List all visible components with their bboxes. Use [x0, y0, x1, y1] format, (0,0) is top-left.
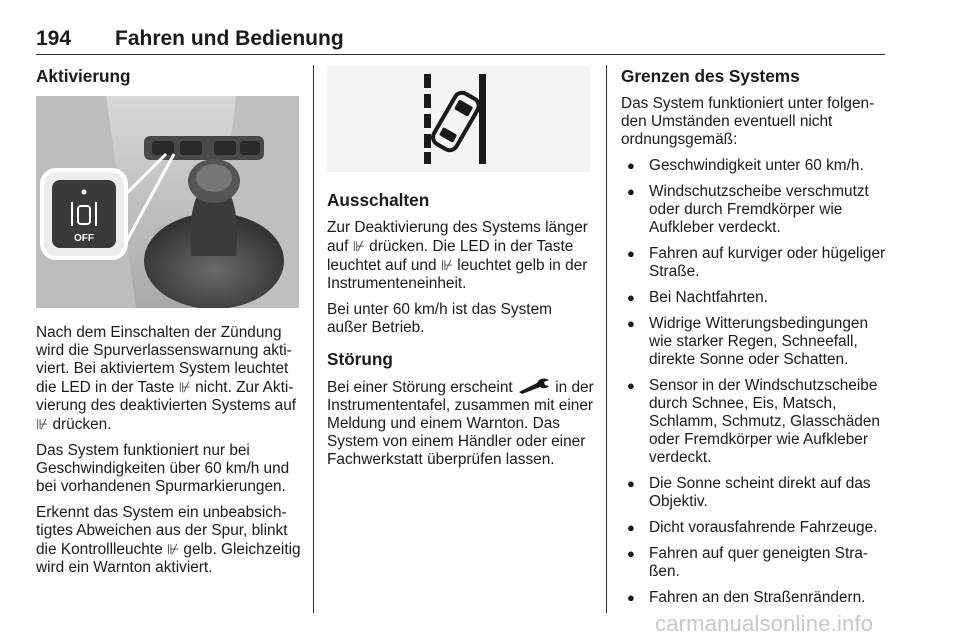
right-intro: Das System funktioniert unter folgenden Umständen eventuell nicht ordnungsgemäß: [621, 95, 875, 148]
middle-paragraph-3: Bei einer Störung erscheint in der Instrumententafel, zusammen mit einer Meldung und einem Warnton. Das System von einem Händler oder einer Fachwerkstatt überprüfen lassen. [327, 379, 594, 468]
list-item: ● Fahren auf quer geneigten Straßen. [621, 545, 889, 581]
left-text [36, 324, 304, 585]
lane-departure-icon: ⊮ [178, 379, 191, 395]
list-item: ● Windschutzscheibe verschmutzt oder durch Fremdkörper wie Aufkleber verdeckt. [621, 183, 889, 237]
left-paragraph-2: Das System funktioniert nur bei Geschwindigkeiten über 60 km/h und bei vorhandenen Spurmarkierungen. [36, 442, 290, 495]
list-item: ● Bei Nachtfahrten. [621, 289, 889, 307]
middle-paragraph-2: Bei unter 60 km/h ist das System außer Betrieb. [327, 301, 552, 336]
off-label: OFF [74, 233, 94, 244]
lane-departure-icon: ⊮ [440, 257, 454, 273]
console-illustration [36, 96, 299, 308]
chapter-title: Fahren und Bedienung [115, 27, 344, 50]
right-column [621, 66, 889, 615]
list-item: ● Dicht vorausfahrende Fahrzeuge. [621, 519, 889, 537]
list-item: ● Die Sonne scheint direkt auf das Objektiv. [621, 475, 889, 511]
heading-aktivierung: Aktivierung [36, 66, 131, 86]
console-photo [36, 96, 299, 308]
list-item: ● Fahren an den Straßenrändern. [621, 589, 889, 607]
left-column [36, 66, 304, 95]
middle-text [327, 190, 595, 477]
column-divider-right [606, 65, 607, 613]
lane-departure-icon: ⊮ [352, 238, 365, 254]
heading-ausschalten: Ausschalten [327, 190, 430, 210]
watermark: carmanualsonline.info [655, 611, 874, 636]
lane-departure-warning-icon: ⊮ [166, 541, 180, 557]
limitations-list [621, 157, 889, 607]
page-header [36, 26, 885, 55]
list-item: ● Sensor in der Windschutzscheibe durch Schnee, Eis, Matsch, Schlamm, Schmutz, Glasschäden oder Fremdkörper wie Aufkleber verdeckt. [621, 377, 889, 467]
heading-grenzen: Grenzen des Systems [621, 66, 800, 86]
list-item: ● Widrige Witterungsbedingungen wie starker Regen, Schneefall, direkte Sonne oder Schatten. [621, 315, 889, 369]
list-item: ● Geschwindigkeit unter 60 km/h. [621, 157, 889, 175]
heading-stoerung: Störung [327, 349, 393, 369]
page-number: 194 [36, 27, 72, 50]
lane-symbol-figure [327, 66, 590, 172]
lane-departure-icon: ⊮ [36, 416, 49, 432]
list-item: ● Fahren auf kurviger oder hügeliger Straße. [621, 245, 889, 281]
wrench-icon [517, 378, 551, 394]
middle-paragraph-1: Zur Deaktivierung des Systems länger auf ⊮ drücken. Die LED in der Taste leuchtet auf und ⊮ leuchtet gelb in der Instrumenteneinheit. [327, 219, 588, 292]
lane-departure-icon [327, 66, 590, 172]
column-divider-left [313, 65, 314, 613]
left-paragraph-1: Nach dem Einschalten der Zündung wird die Spurverlassenswarnung aktiviert. Bei aktiviertem System leuchtet die LED in der Taste ⊮ nicht. Zur Aktivierung des deaktivierten Systems auf ⊮ drücken. [36, 324, 297, 433]
left-paragraph-3: Erkennt das System ein unbeabsichtigtes Abweichen aus der Spur, blinkt die Kontrollleuchte ⊮ gelb. Gleichzeitig wird ein Warnton aktiviert. [36, 504, 301, 576]
